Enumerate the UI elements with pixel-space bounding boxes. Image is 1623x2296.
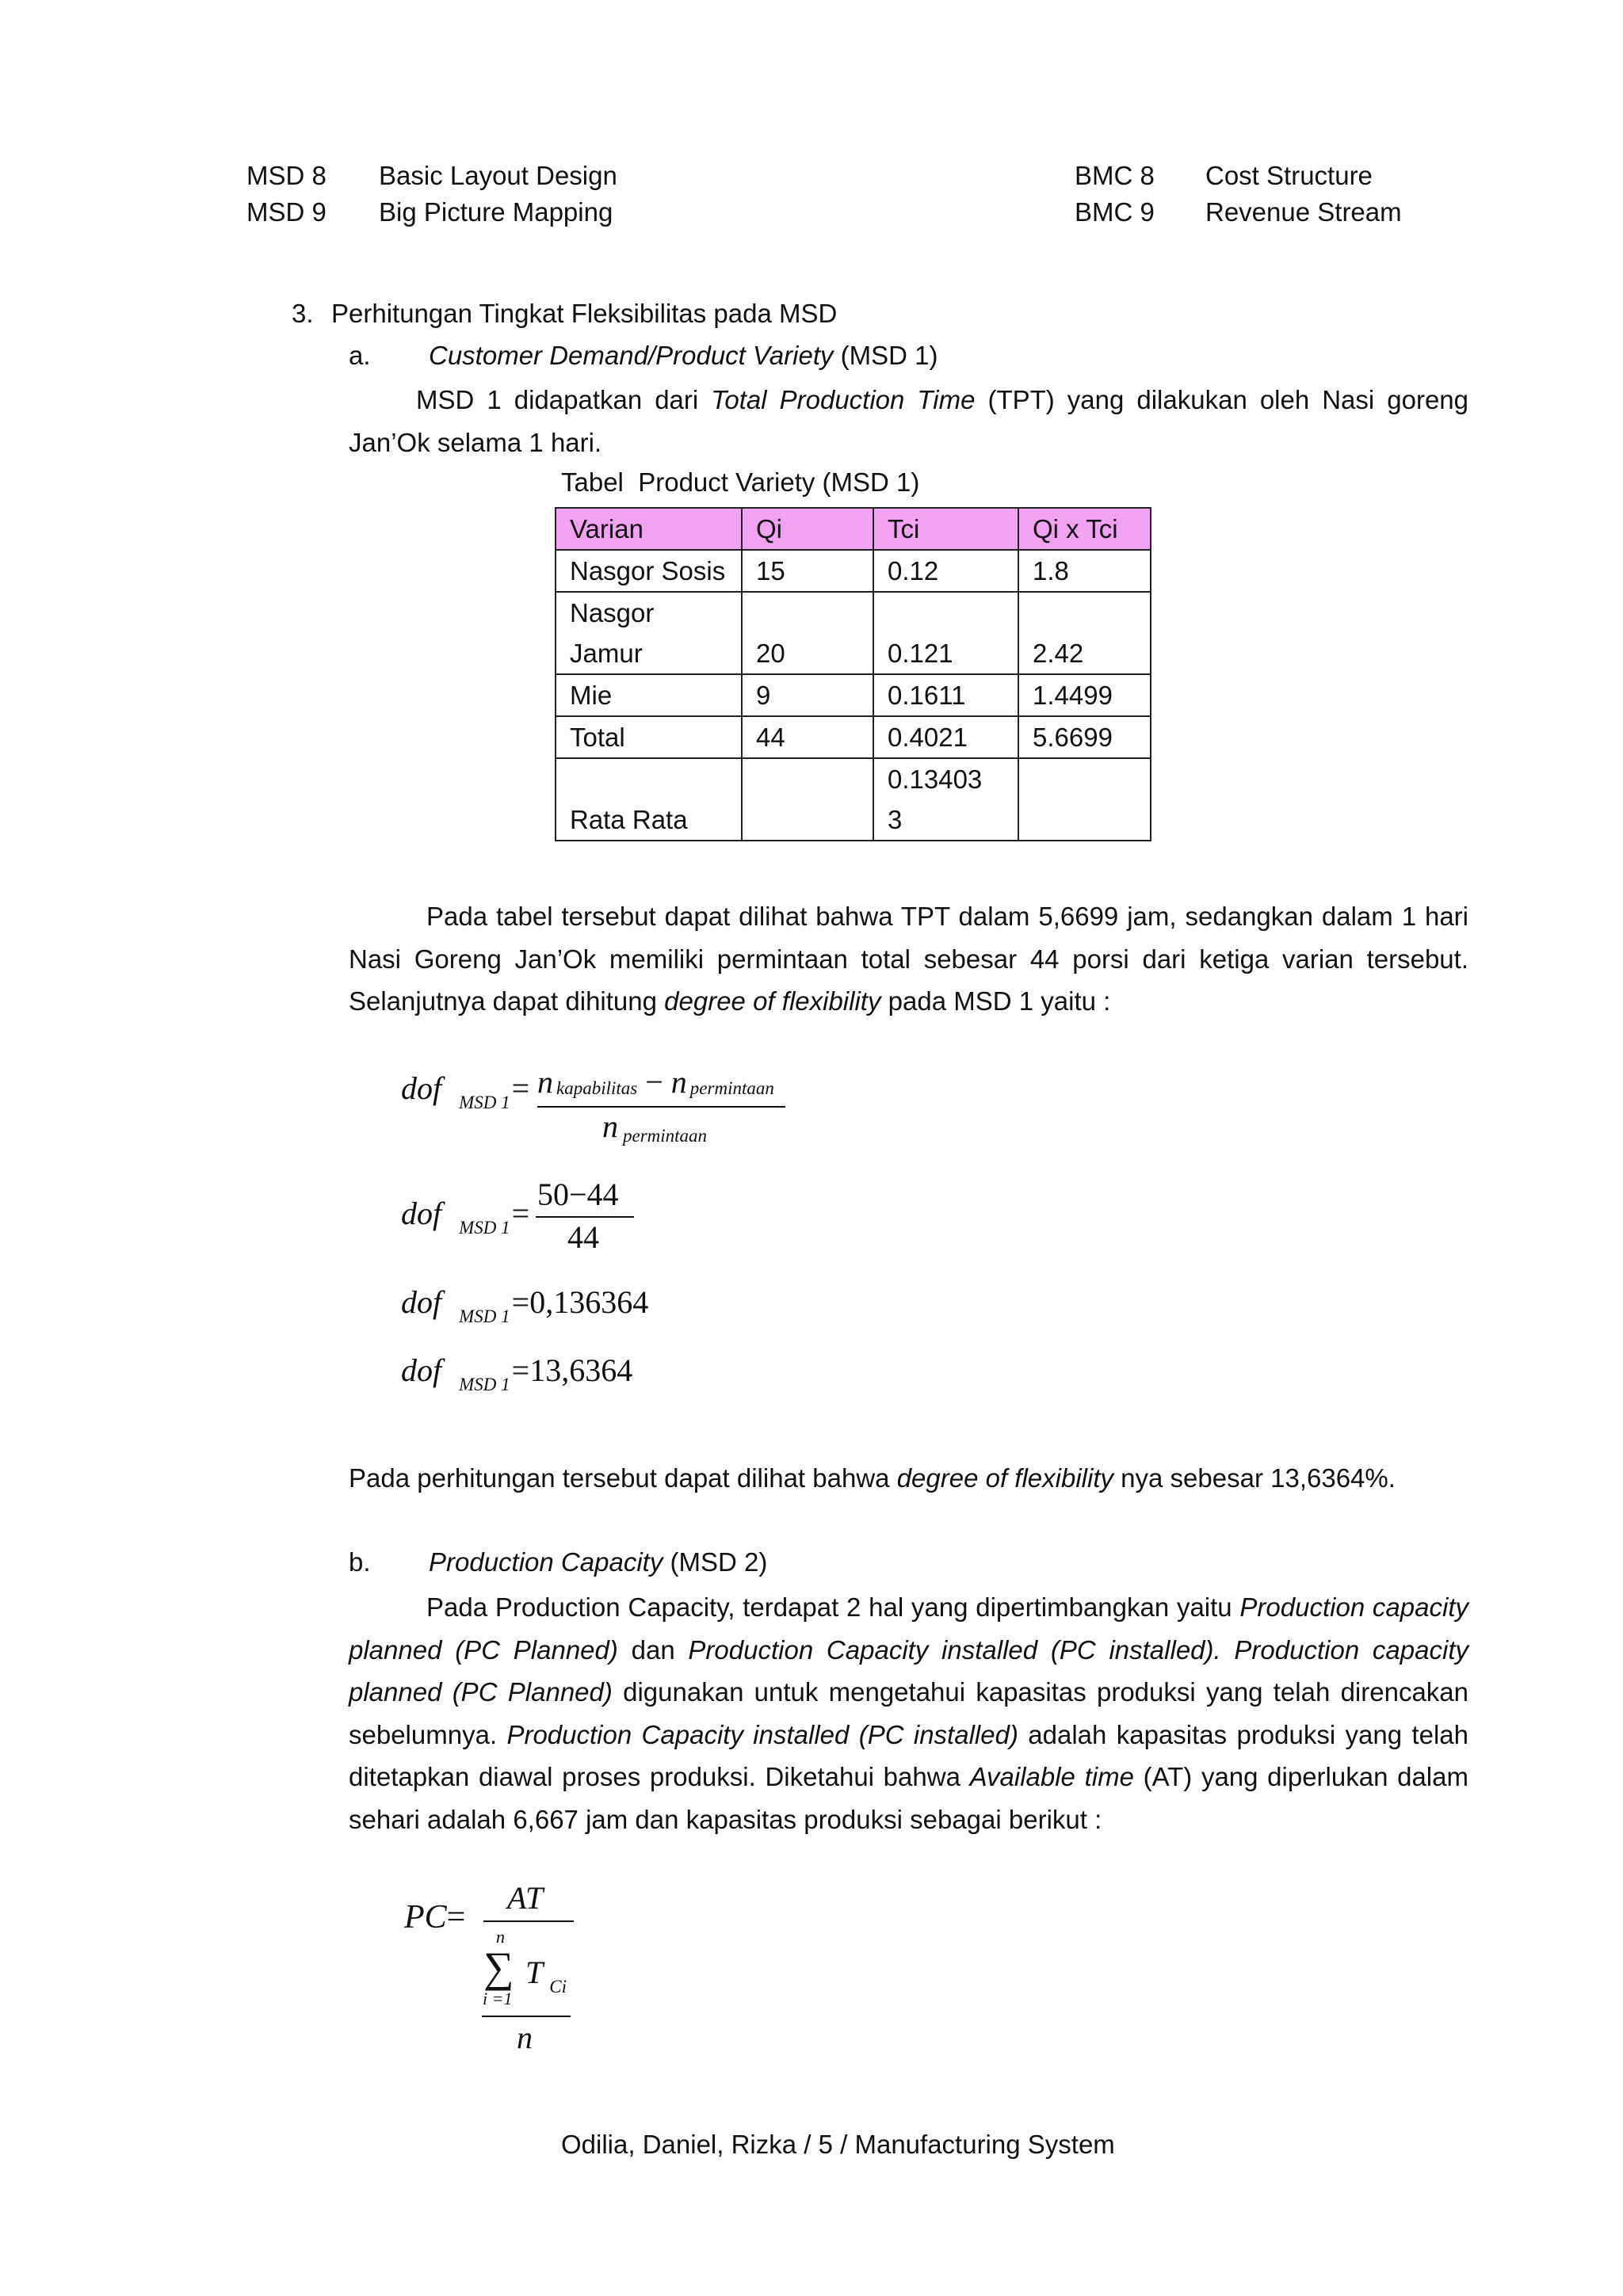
table-cell: 0.12 — [873, 550, 1018, 592]
table-cell — [873, 758, 1018, 841]
formula-dof-substituted — [401, 1195, 530, 1238]
formula-dof-denominator — [602, 1108, 707, 1145]
cell-line: Nasgor — [570, 598, 655, 627]
header-code-bmc8: BMC 8 — [1075, 161, 1155, 190]
table-header-cell: Tci — [873, 508, 1018, 550]
table-cell: 20 — [742, 592, 873, 674]
item-b-letter: b. — [349, 1547, 371, 1577]
table-cell: 9 — [742, 674, 873, 716]
cell-line: Jamur — [570, 639, 643, 668]
formula-n: n — [537, 1064, 553, 1100]
sigma-lower-limit: i =1 — [483, 1989, 513, 2008]
table-row — [556, 716, 1151, 758]
cell-line: 3 — [888, 805, 903, 834]
paragraph-production-capacity — [349, 1586, 1468, 1840]
formula-symbol: T — [525, 1955, 544, 1990]
paragraph-text: MSD 1 didapatkan dari — [416, 385, 712, 414]
paragraph-italic: Production capacity planned (PC Planned) — [349, 1592, 1468, 1665]
item-a-title — [429, 341, 938, 371]
formula-equals: = — [511, 1070, 530, 1106]
formula-denominator-value: 44 — [567, 1219, 599, 1255]
paragraph-text: nya sebesar 13,6364%. — [1113, 1463, 1396, 1493]
fraction-bar — [482, 2016, 571, 2017]
paragraph-text: (TPT) yang dilakukan oleh Nasi goreng Jan’Ok selama 1 hari. — [349, 385, 1469, 457]
formula-symbol: dof — [401, 1070, 442, 1106]
header-name-bmc8: Cost Structure — [1205, 161, 1373, 190]
table-cell: 0.1611 — [873, 674, 1018, 716]
formula-numerator-values: 50−44 — [537, 1177, 619, 1212]
formula-dof-numerator — [537, 1063, 774, 1100]
table-cell: Rata Rata — [556, 758, 742, 841]
table-caption: Tabel Product Variety (MSD 1) — [561, 467, 920, 497]
section-number: 3. — [292, 299, 314, 328]
header-code-msd9: MSD 9 — [246, 197, 327, 227]
header-code-bmc9: BMC 9 — [1075, 197, 1155, 227]
table-cell — [1018, 758, 1151, 841]
formula-pc-lhs — [404, 1898, 465, 1936]
header-name-msd8: Basic Layout Design — [379, 161, 617, 190]
formula-symbol: PC — [404, 1899, 447, 1936]
paragraph-text: dan — [617, 1634, 689, 1665]
item-b-title-suffix: (MSD 2) — [663, 1547, 768, 1577]
formula-subscript: MSD 1 — [459, 1093, 510, 1112]
table-row — [556, 674, 1151, 716]
formula-subscript: MSD 1 — [459, 1375, 510, 1394]
table-row — [556, 550, 1151, 592]
table-cell: 1.8 — [1018, 550, 1151, 592]
formula-equals: = — [446, 1899, 466, 1936]
paragraph-tpt — [349, 895, 1468, 1023]
paragraph-text: Pada tabel tersebut dapat dilihat bahwa TPT dalam 5,6699 jam, sedangkan dalam 1 hari Nasi Goreng Jan’Ok memiliki permintaan total sebesar 44 porsi dari ketiga varian tersebut. Selanjutnya dapat dihitung — [349, 902, 1468, 1016]
table-cell: 44 — [742, 716, 873, 758]
item-a-title-suffix: (MSD 1) — [833, 341, 938, 370]
fraction-bar — [483, 1920, 574, 1922]
paragraph-italic: Production Capacity installed (PC installed) — [506, 1719, 1018, 1749]
paragraph-text: Pada Production Capacity, terdapat 2 hal yang dipertimbangkan yaitu — [426, 1592, 1240, 1622]
paragraph-text: digunakan untuk mengetahui kapasitas produksi yang telah direncakan sebelumnya. — [349, 1677, 1469, 1749]
header-name-msd9: Big Picture Mapping — [379, 197, 613, 227]
fraction-bar — [536, 1216, 634, 1218]
sigma-icon: ∑ — [483, 1943, 514, 1991]
paragraph-italic: degree of flexibility — [664, 986, 881, 1016]
item-b-title — [429, 1547, 767, 1577]
formula-equals: = — [511, 1284, 530, 1320]
formula-dof-percent — [401, 1352, 633, 1394]
formula-subscript: MSD 1 — [459, 1306, 510, 1326]
table-row — [556, 758, 1151, 841]
table-cell: Mie — [556, 674, 742, 716]
formula-subscript: kapabilitas — [556, 1078, 638, 1098]
table-cell — [742, 758, 873, 841]
page-footer: Odilia, Daniel, Rizka / 5 / Manufacturing System — [561, 2130, 1115, 2159]
table-cell: 5.6699 — [1018, 716, 1151, 758]
section-title: Perhitungan Tingkat Fleksibilitas pada MSD — [331, 299, 838, 328]
formula-dof-general — [401, 1070, 530, 1112]
formula-symbol: dof — [401, 1352, 442, 1388]
table-header-cell: Varian — [556, 508, 742, 550]
header-name-bmc9: Revenue Stream — [1205, 197, 1402, 227]
formula-value: 13,6364 — [529, 1352, 633, 1388]
product-variety-table — [555, 507, 1151, 841]
table-row — [556, 592, 1151, 674]
table-cell: 15 — [742, 550, 873, 592]
formula-pc-numerator: AT — [507, 1880, 544, 1916]
formula-subscript: permintaan — [623, 1126, 708, 1146]
formula-minus: − — [645, 1064, 663, 1100]
table-cell: Nasgor Sosis — [556, 550, 742, 592]
formula-symbol: dof — [401, 1284, 442, 1320]
formula-equals: = — [511, 1352, 530, 1388]
paragraph-italic: Total Production Time — [711, 385, 976, 414]
paragraph-text: adalah kapasitas produksi yang telah ditetapkan diawal proses produksi. Diketahui bahwa — [349, 1719, 1468, 1791]
table-cell: Total — [556, 716, 742, 758]
paragraph-text: Pada perhitungan tersebut dapat dilihat bahwa — [349, 1463, 897, 1493]
table-header-cell: Qi x Tci — [1018, 508, 1151, 550]
table-cell: 2.42 — [1018, 592, 1151, 674]
table-cell: 0.4021 — [873, 716, 1018, 758]
formula-n: n — [602, 1108, 618, 1144]
paragraph-text: (AT) yang diperlukan dalam sehari adalah 6,667 jam dan kapasitas produksi sebagai berikut : — [349, 1762, 1468, 1834]
table-header-cell: Qi — [742, 508, 873, 550]
paragraph-italic: Available time — [969, 1762, 1134, 1791]
formula-subscript: Ci — [549, 1977, 567, 1997]
sigma-upper-limit: n — [496, 1927, 505, 1947]
formula-pc-t — [525, 1954, 567, 1997]
paragraph-msd1-intro — [349, 379, 1468, 463]
formula-dof-decimal — [401, 1283, 649, 1326]
formula-symbol: dof — [401, 1196, 442, 1231]
formula-n: n — [670, 1064, 687, 1100]
paragraph-text: pada MSD 1 yaitu : — [880, 986, 1111, 1016]
table-cell — [556, 592, 742, 674]
item-b-title-italic: Production Capacity — [429, 1547, 663, 1577]
paragraph-italic: Production Capacity installed (PC installed). Production capacity planned (PC Planned) — [349, 1634, 1468, 1707]
formula-subscript: MSD 1 — [459, 1218, 510, 1238]
cell-line: 0.13403 — [888, 765, 983, 794]
formula-pc-denominator: n — [517, 2019, 533, 2055]
table-header-row — [556, 508, 1151, 550]
item-a-letter: a. — [349, 341, 371, 370]
item-a-title-italic: Customer Demand/Product Variety — [429, 341, 834, 370]
formula-subscript: permintaan — [689, 1078, 774, 1098]
formula-equals: = — [511, 1196, 530, 1231]
paragraph-italic: degree of flexibility — [896, 1463, 1114, 1493]
header-code-msd8: MSD 8 — [246, 161, 327, 190]
formula-value: 0,136364 — [529, 1284, 649, 1320]
table-cell: 0.121 — [873, 592, 1018, 674]
paragraph-dof-result — [349, 1463, 1396, 1493]
table-cell: 1.4499 — [1018, 674, 1151, 716]
